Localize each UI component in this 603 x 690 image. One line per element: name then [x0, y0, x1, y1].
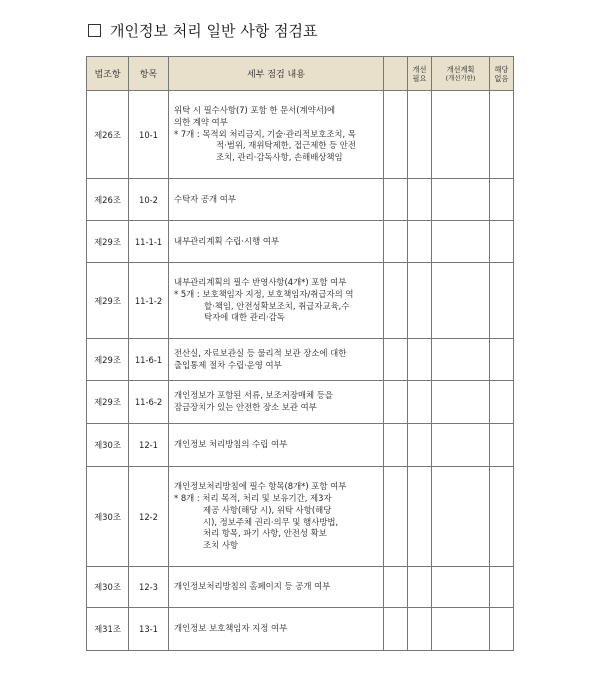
improve-need-cell[interactable]	[408, 221, 432, 263]
detail-line: 전산실, 자료보관실 등 물리적 보관 장소에 대한	[174, 347, 347, 358]
detail-cell	[169, 91, 384, 179]
check-cell[interactable]	[384, 91, 408, 179]
improve-need-cell[interactable]	[408, 339, 432, 381]
header-detail: 세부 점검 내용	[169, 57, 384, 91]
check-cell[interactable]	[384, 179, 408, 221]
header-plan	[432, 57, 490, 91]
table-row	[87, 339, 514, 381]
header-law: 법조항	[87, 57, 129, 91]
na-cell[interactable]	[490, 567, 514, 608]
detail-line: 개인정보처리방침의 홈페이지 등 공개 여부	[174, 581, 331, 592]
header-na: 해당 없음	[490, 57, 514, 91]
improve-need-cell[interactable]	[408, 608, 432, 651]
check-cell[interactable]	[384, 467, 408, 567]
law-cell: 제26조	[87, 91, 129, 179]
plan-cell[interactable]	[432, 263, 490, 339]
header-improve-need: 개선 필요	[408, 57, 432, 91]
law-cell: 제29조	[87, 381, 129, 424]
improve-need-cell[interactable]	[408, 381, 432, 424]
table-row	[87, 221, 514, 263]
detail-line: 잠금장치가 있는 안전한 장소 보관 여부	[174, 402, 317, 412]
law-cell: 제29조	[87, 221, 129, 263]
detail-line: 내부관리계획 수립·시행 여부	[174, 235, 280, 246]
detail-cell	[169, 567, 384, 608]
detail-line: 할·책임, 안전성확보조치, 취급자교육,수	[204, 300, 350, 311]
na-cell[interactable]	[490, 424, 514, 467]
title-text: 개인정보 처리 일반 사항 점검표	[110, 22, 318, 40]
na-cell[interactable]	[490, 467, 514, 567]
plan-cell[interactable]	[432, 91, 490, 179]
item-cell: 11-6-2	[129, 381, 169, 424]
header-plan-sub: (개선기한)	[445, 74, 476, 82]
detail-line: 시), 정보주체 권리·의무 및 행사방법,	[203, 516, 339, 527]
table-row	[87, 467, 514, 567]
detail-line: 적·범위, 재위탁제한, 접근제한 등 안전	[216, 140, 356, 151]
law-cell: 제29조	[87, 263, 129, 339]
law-cell: 제29조	[87, 339, 129, 381]
detail-line: 개인정보 처리방침의 수립 여부	[174, 439, 288, 450]
detail-cell	[169, 608, 384, 651]
check-cell[interactable]	[384, 221, 408, 263]
table-row	[87, 91, 514, 179]
detail-line: 내부관리계획의 필수 반영사항(4개*) 포함 여부	[174, 276, 347, 287]
detail-line: 탁자에 대한 관리·감독	[204, 312, 285, 323]
detail-line: 출입통제 절차 수립·운영 여부	[174, 359, 282, 370]
page-title	[88, 20, 317, 41]
detail-cell	[169, 339, 384, 381]
item-cell: 12-1	[129, 424, 169, 467]
check-cell[interactable]	[384, 381, 408, 424]
improve-need-cell[interactable]	[408, 567, 432, 608]
improve-need-cell[interactable]	[408, 424, 432, 467]
detail-cell	[169, 467, 384, 567]
law-cell: 제30조	[87, 424, 129, 467]
plan-cell[interactable]	[432, 467, 490, 567]
item-cell: 10-2	[129, 179, 169, 221]
plan-cell[interactable]	[432, 381, 490, 424]
item-cell: 12-2	[129, 467, 169, 567]
item-cell: 13-1	[129, 608, 169, 651]
table-row	[87, 179, 514, 221]
check-cell[interactable]	[384, 339, 408, 381]
plan-cell[interactable]	[432, 221, 490, 263]
law-cell: 제26조	[87, 179, 129, 221]
detail-line: 조치, 관리·감독사항, 손해배상책임	[216, 152, 343, 163]
law-cell: 제31조	[87, 608, 129, 651]
detail-cell	[169, 263, 384, 339]
detail-line: 제공 사항(해당 시), 위탁 사항(해당	[203, 504, 332, 515]
table-row	[87, 567, 514, 608]
improve-need-cell[interactable]	[408, 91, 432, 179]
plan-cell[interactable]	[432, 567, 490, 608]
header-item: 항목	[129, 57, 169, 91]
check-cell[interactable]	[384, 424, 408, 467]
plan-cell[interactable]	[432, 608, 490, 651]
detail-cell	[169, 424, 384, 467]
detail-line: * 5개 : 보호책임자 지정, 보호책임자/취급자의 역	[174, 288, 354, 299]
item-cell: 10-1	[129, 91, 169, 179]
law-cell: 제30조	[87, 567, 129, 608]
detail-line: 조치 사항	[203, 540, 239, 551]
detail-cell	[169, 179, 384, 221]
detail-line: 처리 항목, 파기 사항, 안전성 확보	[203, 528, 327, 539]
detail-cell	[169, 381, 384, 424]
detail-line: 의한 계약 여부	[174, 116, 228, 127]
check-cell[interactable]	[384, 608, 408, 651]
check-cell[interactable]	[384, 263, 408, 339]
detail-line: * 8개 : 처리 목적, 처리 및 보유기간, 제3자	[174, 492, 332, 503]
na-cell[interactable]	[490, 381, 514, 424]
checklist-table	[86, 56, 514, 651]
table-row	[87, 263, 514, 339]
na-cell[interactable]	[490, 179, 514, 221]
header-blank	[384, 57, 408, 91]
header-plan-label: 개선계획	[446, 65, 475, 74]
table-row	[87, 608, 514, 651]
detail-line: * 7개 : 목적외 처리금지, 기술·관리적보호조치, 목	[174, 128, 356, 139]
law-cell: 제30조	[87, 467, 129, 567]
improve-need-cell[interactable]	[408, 263, 432, 339]
na-cell[interactable]	[490, 339, 514, 381]
item-cell: 12-3	[129, 567, 169, 608]
detail-line: 위탁 시 필수사항(7) 포함 한 문서(계약서)에	[174, 105, 336, 116]
detail-line: 수탁자 공개 여부	[174, 193, 236, 204]
improve-need-cell[interactable]	[408, 467, 432, 567]
na-cell[interactable]	[490, 91, 514, 179]
item-cell: 11-6-1	[129, 339, 169, 381]
detail-line: 개인정보처리방침에 필수 항목(8개*) 포함 여부	[174, 481, 347, 492]
plan-cell[interactable]	[432, 179, 490, 221]
na-cell[interactable]	[490, 221, 514, 263]
detail-line: 개인정보가 포함된 서류, 보조저장매체 등을	[174, 390, 333, 401]
table-row	[87, 381, 514, 424]
detail-cell	[169, 221, 384, 263]
plan-cell[interactable]	[432, 339, 490, 381]
plan-cell[interactable]	[432, 424, 490, 467]
item-cell: 11-1-2	[129, 263, 169, 339]
na-cell[interactable]	[490, 608, 514, 651]
square-bullet-icon	[88, 24, 101, 37]
improve-need-cell[interactable]	[408, 179, 432, 221]
item-cell: 11-1-1	[129, 221, 169, 263]
check-cell[interactable]	[384, 567, 408, 608]
na-cell[interactable]	[490, 263, 514, 339]
header-row	[87, 57, 514, 91]
table-row	[87, 424, 514, 467]
detail-line: 개인정보 보호책임자 지정 여부	[174, 623, 288, 634]
